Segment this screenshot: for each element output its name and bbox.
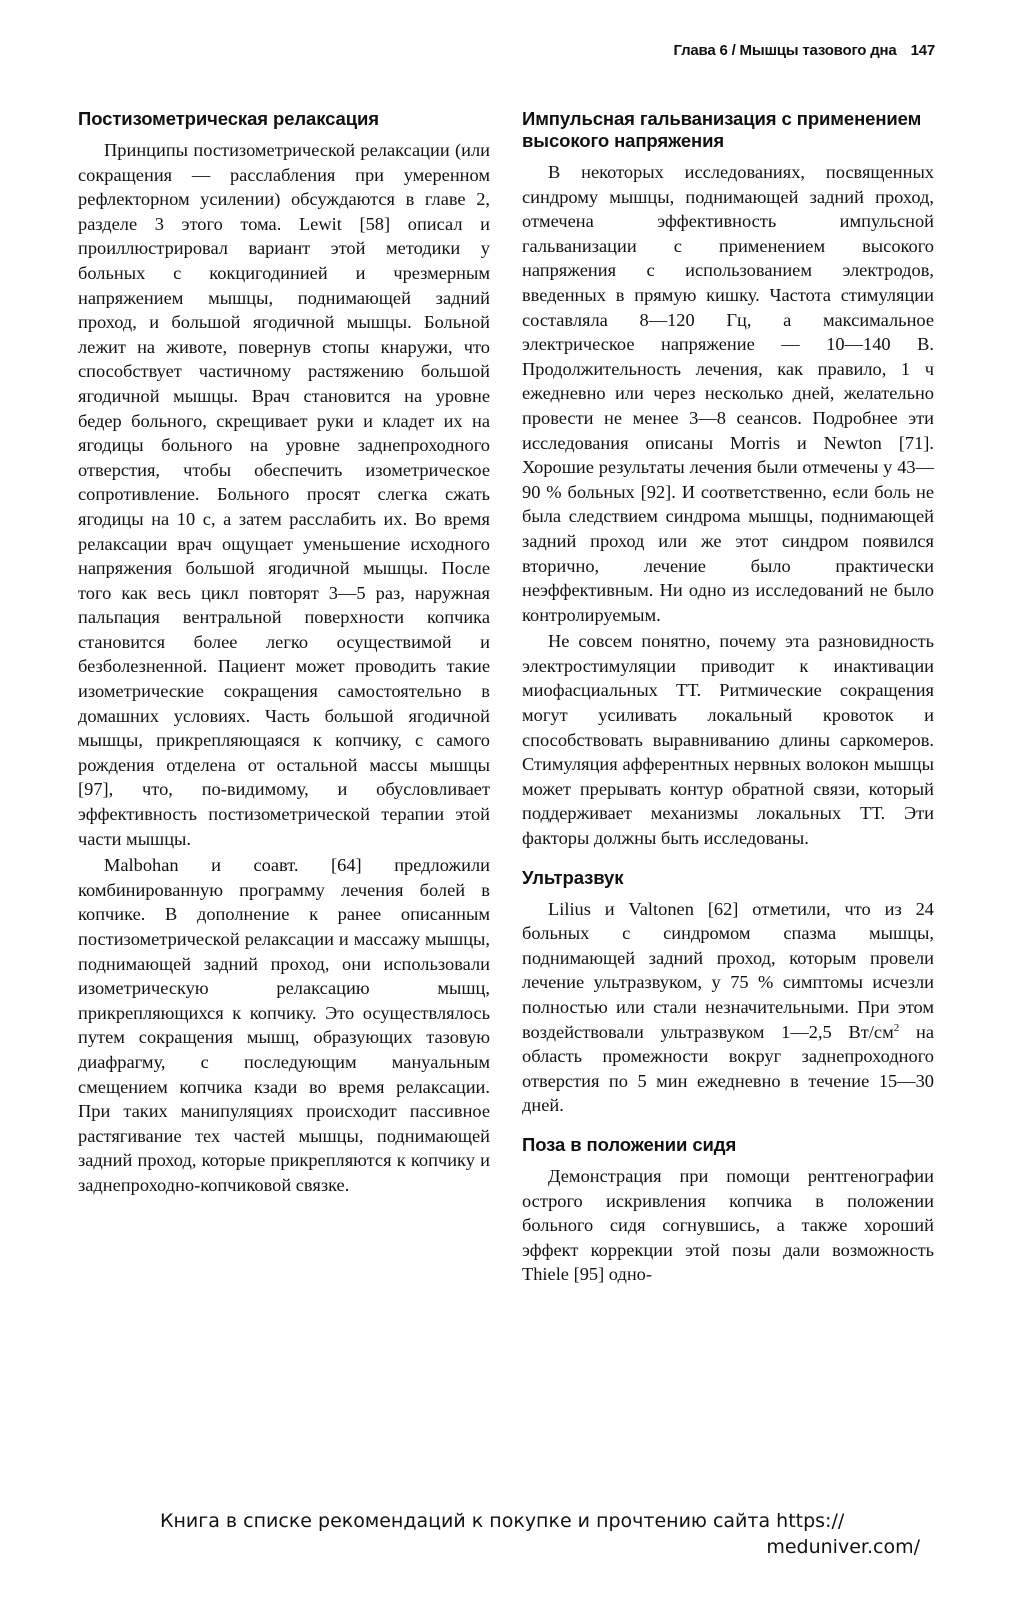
footer-line: Книга в списке рекомендаций к покупке и прочтению сайта https:// — [160, 1510, 845, 1532]
footer-line: meduniver.com/ — [766, 1536, 920, 1558]
paragraph: Принципы постизометрической релаксации (или сокращения — расслабления при умеренном рефлекторном усилении) обсуждаются в главе 2, разделе 3 этого тома. Lewit [58] описал и проиллюстрировал вариант этой методики у больных с кокцигодинией и чрезмерным напряжением мышцы, поднимающей задний проход, и большой ягодичной мышцы. Больной лежит на животе, повернув стопы кнаружи, что способствует частичному растяжению большой ягодичной мышцы. Врач становится на уровне бедер больного, скрещивает руки и кладет их на ягодицы больного на уровне заднепроходного отверстия, чтобы обеспечить изометрическое сопротивление. Больного просят слегка сжать ягодицы на 10 с, а затем расслабить их. Во время релаксации врач ощущает уменьшение исходного напряжения большой ягодичной мышцы. После того как весь цикл повторят 3—5 раз, наружная пальпация вентральной поверхности копчика становится более легко осуществимой и безболезненной. Пациент может проводить такие изометрические сокращения самостоятельно в домашних условиях. Часть большой ягодичной мышцы, прикрепляющаяся к копчику, с самого рождения отделена от остальной массы мышцы [97], что, по-видимому, и обусловливает эффективность постизометрической терапии этой части мышцы. — [78, 140, 490, 849]
section-heading-galvanization: Импульсная гальванизация с применением высокого напряжения — [522, 108, 922, 151]
section-heading-sitting-posture: Поза в положении сидя — [522, 1133, 737, 1155]
text-run: на область промежности вокруг заднепроходного отверстия по 5 мин ежедневно в течение 15—30 дней. — [522, 1021, 935, 1116]
page-number: 147 — [910, 42, 935, 59]
section-heading-ultrasound: Ультразвук — [522, 866, 624, 888]
paragraph: В некоторых исследованиях, посвященных синдрому мышцы, поднимающей задний проход, отмечена эффективность импульсной гальванизации с применением высокого напряжения с использованием электродов, введенных в прямую кишку. Частота стимуляции составляла 8—120 Гц, а максимальное электрическое напряжение — 10—140 В. Продолжительность лечения, как правило, 1 ч ежедневно или через несколько дней, желательно провести не менее 3—8 сеансов. Подробнее эти исследования описаны Morris и Newton [71]. Хорошие результаты лечения были отмечены у 43—90 % больных [92]. И соответственно, если боль не была следствием синдрома мышцы, поднимающей задний проход или же этот синдром появился вторично, лечение было практически неэффективным. Ни одно из исследований не было контролируемым. — [522, 162, 934, 625]
footer-watermark-note — [160, 1508, 920, 1560]
right-column — [522, 108, 934, 1289]
text-run: Lilius и Valtonen [62] отметили, что из 24 больных с синдромом спазма мышцы, поднимающей задний проход, которым провели лечение ультразвуком, у 75 % симптомы исчезли полностью или стали незначительными. При этом воздействовали ультразвуком 1—2,5 Вт/см — [522, 898, 934, 1042]
paragraph — [522, 897, 934, 1118]
superscript: 2 — [893, 1021, 900, 1034]
paragraph: Не совсем понятно, почему эта разновидность электростимуляции приводит к инактивации миофасциальных ТТ. Ритмические сокращения могут усиливать локальный кровоток и способствовать выравниванию длины саркомеров. Стимуляция афферентных нервных волокон мышцы может прерывать контур обратной связи, который поддерживает механизмы локальных ТТ. Эти факторы должны быть исследованы. — [522, 631, 934, 849]
section-heading-postisometric: Постизометрическая релаксация — [78, 108, 379, 129]
paragraph: Демонстрация при помощи рентгенографии острого искривления копчика в положении больного сидя согнувшись, а также хороший эффект коррекции этой позы дали возможность Thiele [95] одно- — [522, 1165, 934, 1285]
running-title: Глава 6 / Мышцы тазового дна — [673, 42, 897, 59]
running-head — [674, 42, 935, 59]
paragraph: Malbohan и соавт. [64] предложили комбинированную программу лечения болей в копчике. В дополнение к ранее описанным постизометрической релаксации и массажу мышцы, поднимающей задний проход, они использовали изометрическую релаксацию мышц, прикрепляющихся к копчику. Это осуществлялось путем сокращения мышц, образующих тазовую диафрагму, с последующим мануальным смещением копчика кзади во время релаксации. При таких манипуляциях происходит пассивное растягивание тех частей мышцы, поднимающей задний проход, которые прикрепляются к копчику и заднепроходно-копчиковой связке. — [78, 855, 490, 1195]
left-column — [78, 108, 490, 1200]
